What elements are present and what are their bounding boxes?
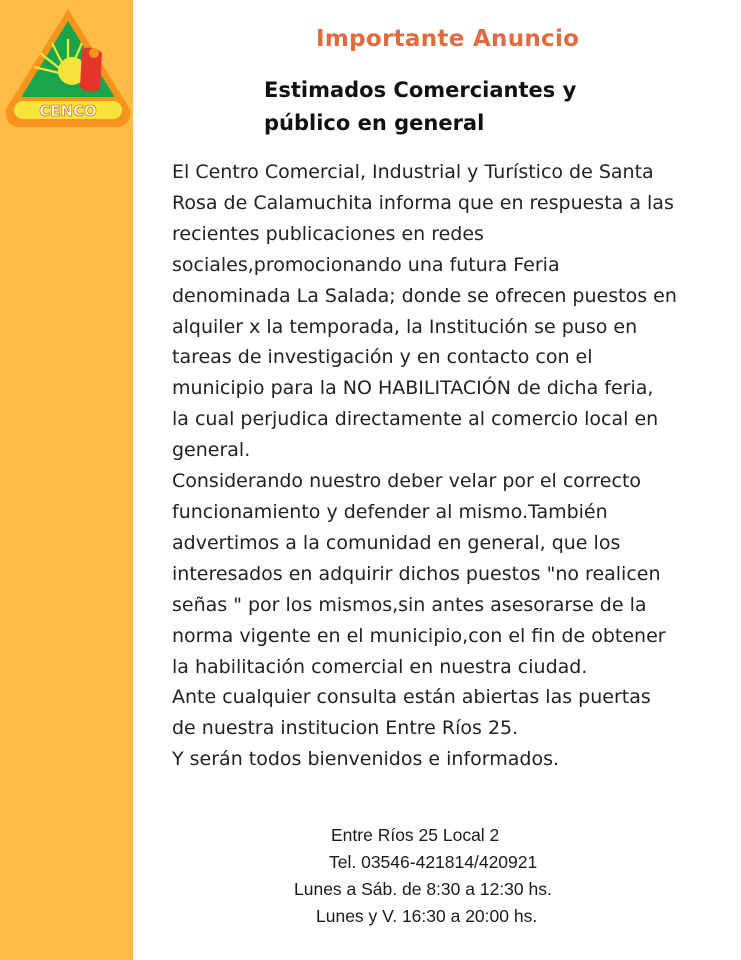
greeting-line: Estimados Comerciantes y xyxy=(264,78,577,102)
body-line: de nuestra institucion Entre Ríos 25. xyxy=(172,717,519,740)
contact-hours-morning: Lunes a Sáb. de 8:30 a 12:30 hs. xyxy=(294,879,552,899)
body-line: Y serán todos bienvenidos e informados. xyxy=(172,748,560,771)
body-line: norma vigente en el municipio,con el fin de obtener xyxy=(172,624,666,647)
body-line: municipio para la NO HABILITACIÓN de dicha feria, xyxy=(172,377,654,400)
greeting xyxy=(264,74,624,140)
body-line: general. xyxy=(172,439,251,462)
body-line: Ante cualquier consulta están abiertas las puertas xyxy=(172,686,651,709)
body-line: la habilitación comercial en nuestra ciudad. xyxy=(172,655,588,678)
contact-address: Entre Ríos 25 Local 2 xyxy=(331,825,500,845)
body-line: recientes publicaciones en redes xyxy=(172,222,484,245)
page-title: Importante Anuncio xyxy=(316,26,580,52)
announcement-body xyxy=(172,157,737,775)
body-line: Considerando nuestro deber velar por el correcto xyxy=(172,470,642,493)
body-line: señas " por los mismos,sin antes asesorarse de la xyxy=(172,593,647,616)
body-line: Rosa de Calamuchita informa que en respuesta a las xyxy=(172,191,674,214)
body-line: El Centro Comercial, Industrial y Turístico de Santa xyxy=(172,161,654,183)
body-line: alquiler x la temporada, la Institución se puso en xyxy=(172,315,638,338)
body-line: interesados en adquirir dichos puestos "no realicen xyxy=(172,562,661,585)
contact-info xyxy=(280,822,600,930)
body-line: sociales,promocionando una futura Feria xyxy=(172,253,560,276)
sidebar-stripe xyxy=(0,0,133,960)
contact-hours-afternoon: Lunes y V. 16:30 a 20:00 hs. xyxy=(316,906,538,926)
body-line: tareas de investigación y en contacto con el xyxy=(172,346,593,369)
contact-phone: Tel. 03546-421814/420921 xyxy=(329,852,538,872)
greeting-line: público en general xyxy=(264,111,485,135)
body-line: denominada La Salada; donde se ofrecen puestos en xyxy=(172,284,677,307)
cenco-logo-icon xyxy=(2,5,134,133)
body-line: funcionamiento y defender al mismo.También xyxy=(172,500,608,523)
body-line: advertimos a la comunidad en general, que los xyxy=(172,531,621,554)
logo-text: CENCO xyxy=(39,102,97,120)
body-line: la cual perjudica directamente al comercio local en xyxy=(172,408,659,431)
